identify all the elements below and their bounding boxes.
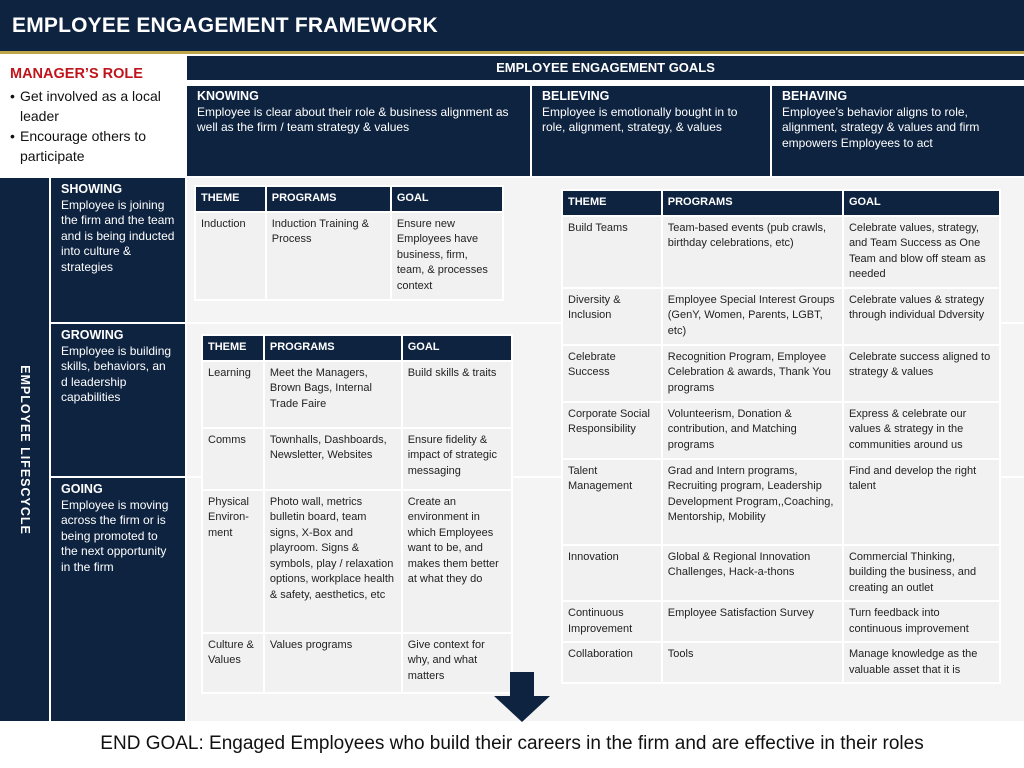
header-goal: GOAL xyxy=(843,190,1000,216)
table-row xyxy=(562,545,1000,602)
goal-description: Employee is emotionally bought in to role, alignment, strategy, & values xyxy=(542,104,738,134)
cell-goal: Celebrate success aligned to strategy & values xyxy=(843,345,1000,402)
cell-goal: Ensure new Employees have business, firm, team, & processes context xyxy=(391,212,503,300)
cell-goal: Manage knowledge as the valuable asset that it is xyxy=(843,642,1000,683)
cell-goal: Celebrate values & strategy through individual Ddversity xyxy=(843,288,1000,345)
goal-believing xyxy=(532,86,770,176)
stage-title: SHOWING xyxy=(61,182,123,196)
cell-programs: Volunteerism, Donation & contribution, and Matching programs xyxy=(662,402,843,459)
header-theme: THEME xyxy=(202,335,264,361)
cell-goal: Turn feedback into continuous improvement xyxy=(843,601,1000,642)
table-row xyxy=(202,361,512,428)
cell-goal: Commercial Thinking, building the business, and creating an outlet xyxy=(843,545,1000,602)
manager-role-item: • Encourage others to participate xyxy=(10,126,186,166)
stage-description: Employee is building skills, behaviors, an d leadership capabilities xyxy=(61,343,172,404)
stage-title: GOING xyxy=(61,482,103,496)
header-programs: PROGRAMS xyxy=(264,335,402,361)
cell-theme: Collaboration xyxy=(562,642,662,683)
goals-header: EMPLOYEE ENGAGEMENT GOALS xyxy=(187,56,1024,80)
cell-theme: Induction xyxy=(195,212,266,300)
manager-role xyxy=(10,66,186,166)
table-row xyxy=(562,402,1000,459)
cell-theme: Comms xyxy=(202,428,264,490)
cell-programs: Team-based events (pub crawls, birthday celebrations, etc) xyxy=(662,216,843,288)
cell-goal: Create an environment in which Employees want to be, and makes them better at what they do xyxy=(402,490,512,633)
cell-goal: Build skills & traits xyxy=(402,361,512,428)
cell-goal: Express & celebrate our values & strategy in the communities around us xyxy=(843,402,1000,459)
cell-theme: Physical Environ-ment xyxy=(202,490,264,633)
stage-showing xyxy=(51,178,185,322)
cell-theme: Celebrate Success xyxy=(562,345,662,402)
table-row xyxy=(195,212,503,300)
growing-programs-table xyxy=(201,334,513,694)
cell-programs: Townhalls, Dashboards, Newsletter, Websites xyxy=(264,428,402,490)
cell-theme: Corporate Social Responsibility xyxy=(562,402,662,459)
cell-theme: Learning xyxy=(202,361,264,428)
table-row xyxy=(202,428,512,490)
showing-programs-table xyxy=(194,185,504,301)
goal-title: BELIEVING xyxy=(542,89,610,103)
goal-behaving xyxy=(772,86,1024,176)
goal-title: BEHAVING xyxy=(782,89,848,103)
header-goal: GOAL xyxy=(391,186,503,212)
table-row xyxy=(562,216,1000,288)
cell-programs: Recognition Program, Employee Celebration & awards, Thank You programs xyxy=(662,345,843,402)
page-title: EMPLOYEE ENGAGEMENT FRAMEWORK xyxy=(12,14,438,37)
stage-description: Employee is joining the firm and the team and is being inducted into culture & strategies xyxy=(61,197,175,274)
cell-programs: Meet the Managers, Brown Bags, Internal Trade Faire xyxy=(264,361,402,428)
table-row xyxy=(562,459,1000,545)
cell-programs: Employee Satisfaction Survey xyxy=(662,601,843,642)
header-theme: THEME xyxy=(195,186,266,212)
table-row xyxy=(562,642,1000,683)
cell-theme: Culture & Values xyxy=(202,633,264,693)
manager-role-list xyxy=(10,86,186,166)
goal-description: Employee is clear about their role & business alignment as well as the firm / team strategy & values xyxy=(197,104,509,134)
cell-programs: Grad and Intern programs, Recruiting program, Leadership Development Program,,Coaching, Mentorship, Mobility xyxy=(662,459,843,545)
cell-theme: Innovation xyxy=(562,545,662,602)
end-goal: END GOAL: Engaged Employees who build their careers in the firm and are effective in their roles xyxy=(100,733,924,754)
table-row xyxy=(562,601,1000,642)
lifecycle-label: EMPLOYEE LIFESCYCLE xyxy=(18,365,32,535)
table-header-row xyxy=(562,190,1000,216)
cell-theme: Talent Management xyxy=(562,459,662,545)
manager-role-title: MANAGER’S ROLE xyxy=(10,66,143,82)
table-header-row xyxy=(202,335,512,361)
manager-role-item: • Get involved as a local leader xyxy=(10,86,186,126)
behaving-programs-table xyxy=(561,189,1001,684)
cell-programs: Tools xyxy=(662,642,843,683)
goal-description: Employee’s behavior aligns to role, alignment, strategy & values and firm empowers Employees to act xyxy=(782,104,980,150)
cell-goal: Find and develop the right talent xyxy=(843,459,1000,545)
header-theme: THEME xyxy=(562,190,662,216)
cell-goal: Ensure fidelity & impact of strategic messaging xyxy=(402,428,512,490)
goal-knowing xyxy=(187,86,530,176)
cell-theme: Diversity & Inclusion xyxy=(562,288,662,345)
cell-programs: Values programs xyxy=(264,633,402,693)
header-programs: PROGRAMS xyxy=(662,190,843,216)
cell-theme: Build Teams xyxy=(562,216,662,288)
table-row xyxy=(202,633,512,693)
down-arrow-icon xyxy=(492,672,552,724)
stage-description: Employee is moving across the firm or is being promoted to the next opportunity in the firm xyxy=(61,497,169,574)
table-header-row xyxy=(195,186,503,212)
stage-going xyxy=(51,478,185,721)
cell-programs: Induction Training & Process xyxy=(266,212,391,300)
cell-programs: Global & Regional Innovation Challenges, Hack-a-thons xyxy=(662,545,843,602)
table-row xyxy=(562,288,1000,345)
goal-title: KNOWING xyxy=(197,89,259,103)
cell-programs: Employee Special Interest Groups (GenY, Women, Parents, LGBT, etc) xyxy=(662,288,843,345)
cell-theme: Continuous Improvement xyxy=(562,601,662,642)
table-row xyxy=(562,345,1000,402)
stage-growing xyxy=(51,324,185,476)
stage-title: GROWING xyxy=(61,328,124,342)
cell-goal: Give context for why, and what matters xyxy=(402,633,512,693)
header-goal: GOAL xyxy=(402,335,512,361)
title-bar xyxy=(0,0,1024,54)
table-row xyxy=(202,490,512,633)
header-programs: PROGRAMS xyxy=(266,186,391,212)
cell-programs: Photo wall, metrics bulletin board, team signs, X-Box and playroom. Signs & symbols, play / relaxation options, workplace health & safety, aesthetics, etc xyxy=(264,490,402,633)
cell-goal: Celebrate values, strategy, and Team Success as One Team and blow off steam as needed xyxy=(843,216,1000,288)
